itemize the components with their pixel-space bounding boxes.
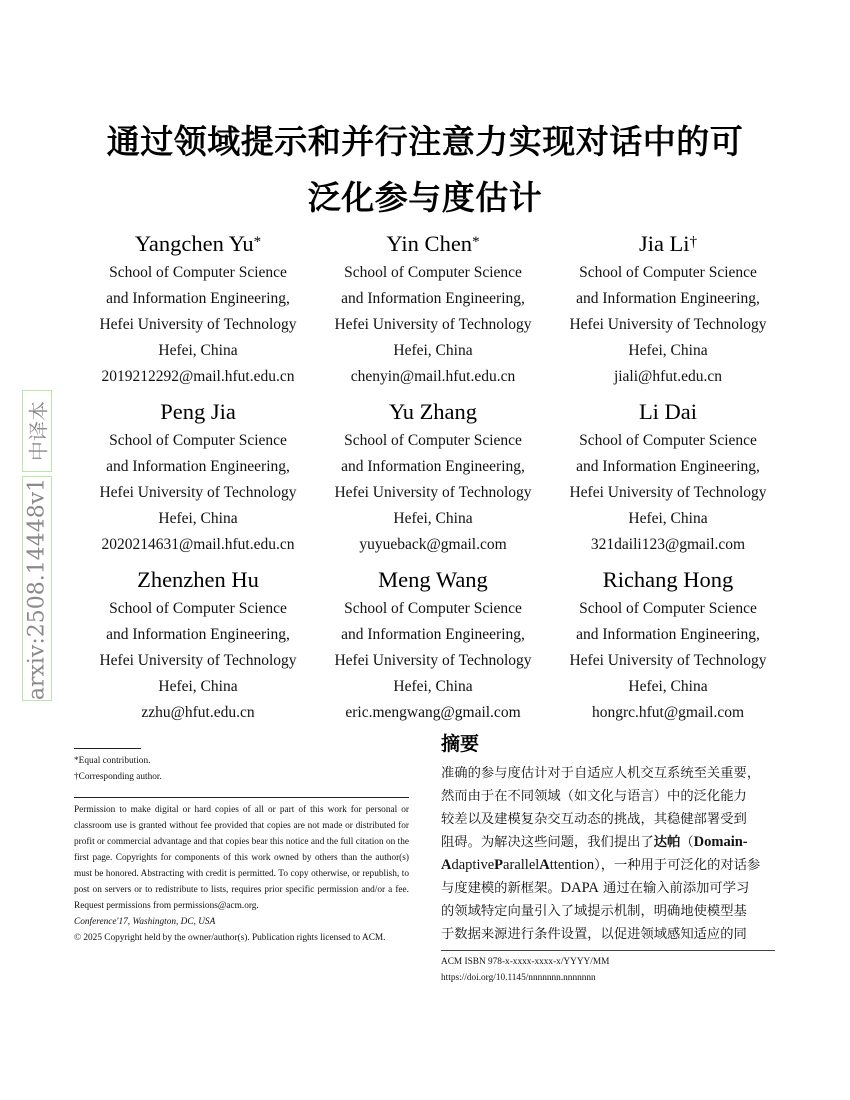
affiliation-dept: and Information Engineering, <box>576 626 760 643</box>
abstract-line: 然而由于在不同领域（如文化与语言）中的泛化能力 <box>441 789 747 804</box>
author-email[interactable]: hongrc.hfut@gmail.com <box>591 704 745 721</box>
affiliation-university: Hefei University of Technology <box>99 484 297 501</box>
arxiv-id-stamp[interactable] <box>22 476 52 701</box>
affiliation-school: School of Computer Science <box>344 600 522 617</box>
affiliation-university: Hefei University of Technology <box>569 484 767 501</box>
author-email[interactable]: 2020214631@mail.hfut.edu.cn <box>101 536 295 553</box>
paper-title <box>60 114 790 226</box>
affiliation-school: School of Computer Science <box>579 264 757 281</box>
author-card <box>84 564 312 732</box>
affiliation-university: Hefei University of Technology <box>334 484 532 501</box>
footnote-column <box>74 748 409 946</box>
acm-isbn: ACM ISBN 978-x-xxxx-xxxx-x/YYYY/MM <box>441 957 610 967</box>
author-email[interactable]: jiali@hfut.edu.cn <box>613 368 723 385</box>
affiliation-dept: and Information Engineering, <box>106 458 290 475</box>
translation-label: 中译本 <box>26 401 51 461</box>
abstract-line: 较差以及建模复杂交互动态的挑战，其稳健部署受到 <box>441 812 747 827</box>
abstract-line: 阻碍。为解决这些问题，我们提出了达帕（Domain- <box>441 834 748 850</box>
author-name: Jia Li† <box>638 231 698 256</box>
affiliation-school: School of Computer Science <box>344 432 522 449</box>
affiliation-school: School of Computer Science <box>109 600 287 617</box>
affiliation-dept: and Information Engineering, <box>341 458 525 475</box>
author-card <box>84 228 312 396</box>
affiliation-city: Hefei, China <box>393 510 473 527</box>
author-email[interactable]: yuyueback@gmail.com <box>359 536 507 553</box>
model-name-en-part1: Domain- <box>693 834 748 850</box>
footnote-equal-contribution: *Equal contribution. <box>74 756 151 766</box>
conference-info: Conference'17, Washington, DC, USA <box>74 917 216 927</box>
affiliation-school: School of Computer Science <box>579 600 757 617</box>
author-email[interactable]: zzhu@hfut.edu.cn <box>141 704 255 721</box>
author-card <box>319 564 547 732</box>
permission-notice: Permission to make digital or hard copies of all or part of this work for personal or classroom use is granted without fee provided that copies are not made or distributed for profit or commercial advantage and that copies bear this notice and the full citation on the first page. Copyrights for components of this work owned by others than the author(s) must be honored. Abstracting with credit is permitted. To copy otherwise, or republish, to post on servers or to redistribute to lists, requires prior specific permission and/or a fee. Request permissions from permissions@acm.org. <box>74 805 409 911</box>
author-email[interactable]: eric.mengwang@gmail.com <box>345 704 521 721</box>
affiliation-university: Hefei University of Technology <box>334 316 532 333</box>
author-card <box>554 396 782 564</box>
affiliation-city: Hefei, China <box>628 678 708 695</box>
author-row <box>84 228 782 396</box>
affiliation-city: Hefei, China <box>628 342 708 359</box>
author-card <box>554 564 782 732</box>
author-name: Meng Wang <box>378 567 488 592</box>
affiliation-city: Hefei, China <box>158 678 238 695</box>
copyright-notice: © 2025 Copyright held by the owner/author(s). Publication rights licensed to ACM. <box>74 933 386 943</box>
affiliation-dept: and Information Engineering, <box>106 290 290 307</box>
abstract-line: 的领域特定向量引入了域提示机制，明确地使模型基 <box>441 904 747 919</box>
affiliation-city: Hefei, China <box>158 510 238 527</box>
title-line-1: 通过领域提示和并行注意力实现对话中的可 <box>106 122 744 161</box>
model-name-cn: 达帕 <box>653 835 681 850</box>
affiliation-dept: and Information Engineering, <box>341 626 525 643</box>
translation-stamp[interactable] <box>22 390 52 472</box>
affiliation-dept: and Information Engineering, <box>576 458 760 475</box>
affiliation-city: Hefei, China <box>393 342 473 359</box>
author-card <box>319 396 547 564</box>
affiliation-city: Hefei, China <box>158 342 238 359</box>
affiliation-city: Hefei, China <box>393 678 473 695</box>
author-card <box>319 228 547 396</box>
abstract-line: 于数据来源进行条件设置，以促进领域感知适应的同 <box>441 927 747 942</box>
affiliation-city: Hefei, China <box>628 510 708 527</box>
abstract-line: AdaptiveParallelAttention），一种用于可泛化的对话参 <box>441 857 761 873</box>
affiliation-school: School of Computer Science <box>109 264 287 281</box>
author-email[interactable]: chenyin@mail.hfut.edu.cn <box>350 368 516 385</box>
affiliation-dept: and Information Engineering, <box>106 626 290 643</box>
doi-link[interactable]: https://doi.org/10.1145/nnnnnnn.nnnnnnn <box>441 973 596 983</box>
permission-divider <box>74 797 409 798</box>
abstract-line: 与度建模的新框架。DAPA 通过在输入前添加可学习 <box>441 880 750 896</box>
author-card <box>84 396 312 564</box>
author-name: Yin Chen* <box>386 231 480 256</box>
author-block <box>84 228 782 732</box>
affiliation-university: Hefei University of Technology <box>334 652 532 669</box>
affiliation-dept: and Information Engineering, <box>576 290 760 307</box>
affiliation-university: Hefei University of Technology <box>569 652 767 669</box>
author-email[interactable]: 321daili123@gmail.com <box>590 536 746 553</box>
author-name: Li Dai <box>638 399 698 424</box>
author-name: Yangchen Yu* <box>134 231 262 256</box>
acm-divider <box>441 950 775 951</box>
author-row <box>84 396 782 564</box>
affiliation-university: Hefei University of Technology <box>569 316 767 333</box>
author-name: Richang Hong <box>602 567 734 592</box>
affiliation-school: School of Computer Science <box>344 264 522 281</box>
abstract-heading: 摘要 <box>441 733 480 755</box>
abstract-section <box>441 730 775 986</box>
affiliation-school: School of Computer Science <box>109 432 287 449</box>
title-line-2: 泛化参与度估计 <box>307 178 543 217</box>
footnote-divider <box>74 748 141 749</box>
affiliation-dept: and Information Engineering, <box>341 290 525 307</box>
model-name-en-part2: AdaptiveParallelAttention <box>441 857 595 873</box>
abstract-line: 准确的参与度估计对于自适应人机交互系统至关重要， <box>441 766 761 781</box>
author-name: Peng Jia <box>160 399 236 424</box>
author-name: Yu Zhang <box>388 399 478 424</box>
affiliation-university: Hefei University of Technology <box>99 652 297 669</box>
author-email[interactable]: 2019212292@mail.hfut.edu.cn <box>101 368 295 385</box>
author-card <box>554 228 782 396</box>
affiliation-university: Hefei University of Technology <box>99 316 297 333</box>
arxiv-id: arxiv:2508.14448v1 <box>24 477 50 700</box>
affiliation-school: School of Computer Science <box>579 432 757 449</box>
footnote-corresponding-author: †Corresponding author. <box>74 772 162 782</box>
author-row <box>84 564 782 732</box>
author-name: Zhenzhen Hu <box>137 567 259 592</box>
